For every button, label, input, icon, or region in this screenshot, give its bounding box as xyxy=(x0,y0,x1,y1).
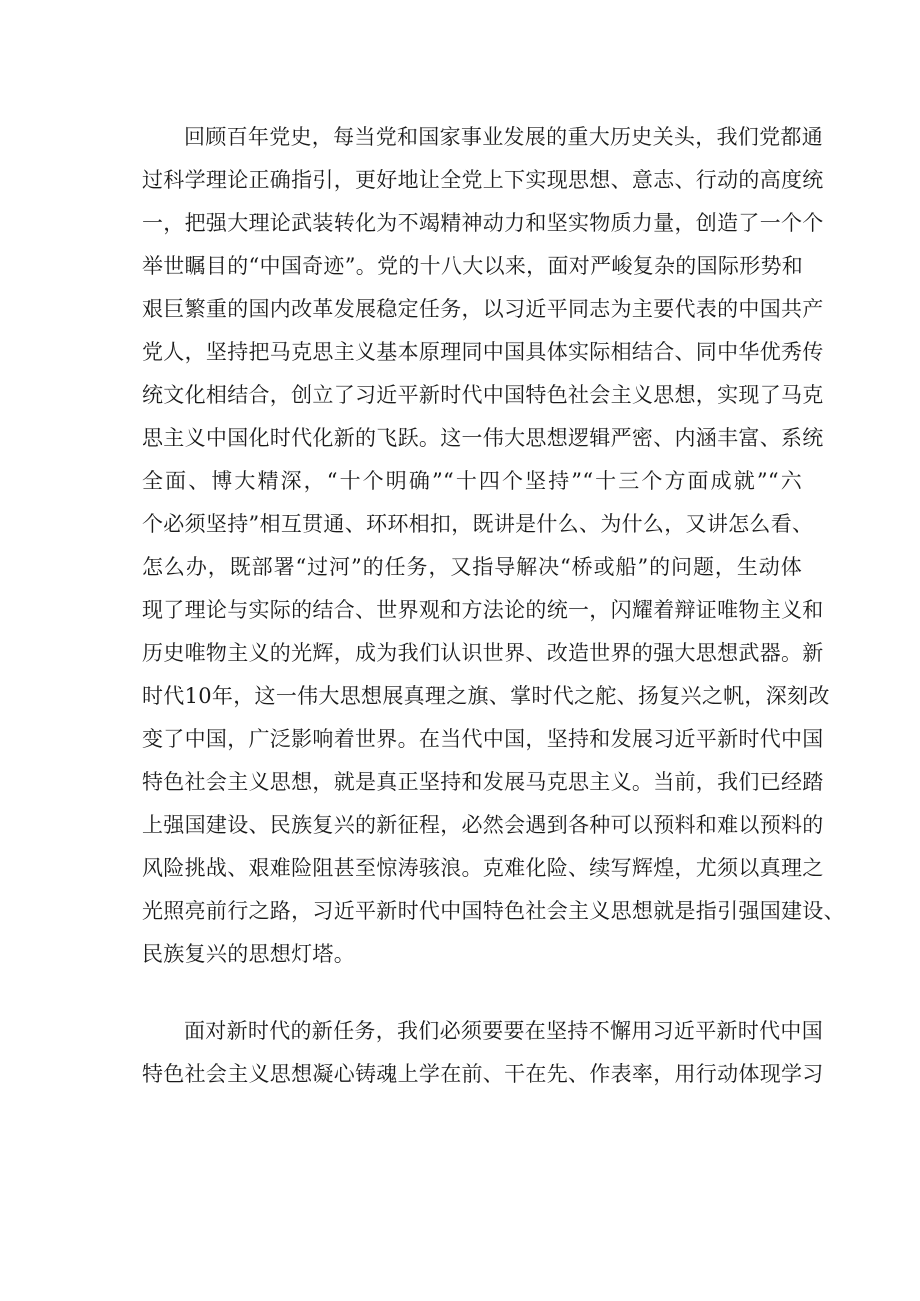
text-line: 过科学理论正确指引，更好地让全党上下实现思想、意志、行动的高度统 xyxy=(142,168,824,192)
text-line: 怎么办，既部署“过河”的任务，又指导解决“桥或船”的问题，生动体 xyxy=(142,555,802,579)
text-line: 举世瞩目的“中国奇迹”。党的十八大以来，面对严峻复杂的国际形势和 xyxy=(142,254,804,278)
text-line: 历史唯物主义的光辉，成为我们认识世界、改造世界的强大思想武器。新 xyxy=(142,641,824,665)
text-line: 艰巨繁重的国内改革发展稳定任务，以习近平同志为主要代表的中国共产 xyxy=(142,297,824,321)
text-line: 风险挑战、艰难险阻甚至惊涛骇浪。克难化险、续写辉煌，尤须以真理之 xyxy=(142,856,824,880)
document-body xyxy=(142,116,845,1096)
text-line: 思主义中国化时代化新的飞跃。这一伟大思想逻辑严密、内涵丰富、系统 xyxy=(142,426,824,450)
text-line: 个必须坚持”相互贯通、环环相扣，既讲是什么、为什么，又讲怎么看、 xyxy=(142,512,814,536)
text-line: 上强国建设、民族复兴的新征程，必然会遇到各种可以预料和难以预料的 xyxy=(142,813,824,837)
text-line: 光照亮前行之路，习近平新时代中国特色社会主义思想就是指引强国建设、 xyxy=(142,899,845,923)
text-line: 现了理论与实际的结合、世界观和方法论的统一，闪耀着辩证唯物主义和 xyxy=(142,598,824,622)
text-line: 特色社会主义思想凝心铸魂上学在前、干在先、作表率，用行动体现学习 xyxy=(142,1062,824,1086)
text-line: 回顾百年党史，每当党和国家事业发展的重大历史关头，我们党都通 xyxy=(184,125,823,149)
text-line: 一，把强大理论武装转化为不竭精神动力和坚实物质力量，创造了一个个 xyxy=(142,211,824,235)
text-line: 特色社会主义思想，就是真正坚持和发展马克思主义。当前，我们已经踏 xyxy=(142,770,824,794)
text-line: 统文化相结合，创立了习近平新时代中国特色社会主义思想，实现了马克 xyxy=(142,383,824,407)
paragraph-2 xyxy=(142,1010,824,1096)
text-line: 时代10年，这一伟大思想展真理之旗、掌时代之舵、扬复兴之帆，深刻改 xyxy=(142,684,830,708)
text-line: 变了中国，广泛影响着世界。在当代中国，坚持和发展习近平新时代中国 xyxy=(142,727,824,751)
paragraph-gap xyxy=(142,976,802,1010)
paragraph-1 xyxy=(142,116,845,976)
text-line: 全面、博大精深，“十个明确”“十四个坚持”“十三个方面成就”“六 xyxy=(142,469,802,493)
text-line: 民族复兴的思想灯塔。 xyxy=(142,942,355,966)
text-line: 面对新时代的新任务，我们必须要要在坚持不懈用习近平新时代中国 xyxy=(184,1019,823,1043)
text-line: 党人，坚持把马克思主义基本原理同中国具体实际相结合、同中华优秀传 xyxy=(142,340,824,364)
